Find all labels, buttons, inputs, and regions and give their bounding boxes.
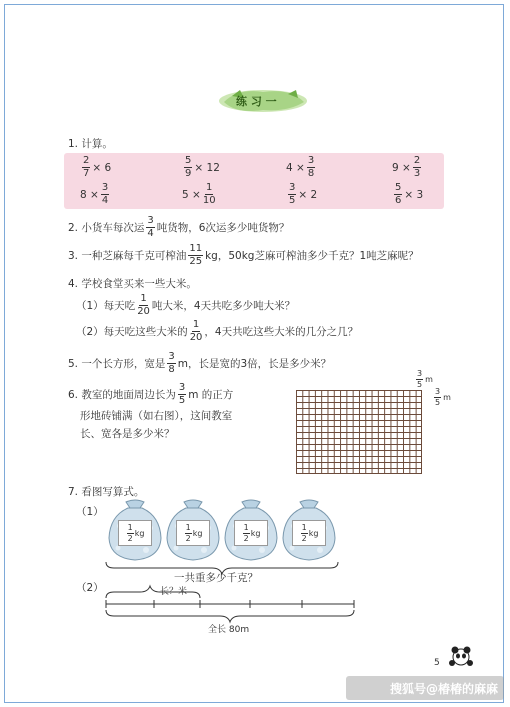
grid-top-label: $\frac{3}{5}$ m bbox=[417, 369, 433, 389]
q6-line2: 形地砖铺满（如右图），这间教室 bbox=[80, 410, 233, 422]
q4-label: 4. 学校食堂买来一些大米。 bbox=[68, 278, 197, 290]
q7-part2-label: （2） bbox=[76, 582, 104, 594]
bag-weight-label: $\frac{1}{2}$ kg bbox=[234, 520, 268, 546]
rice-bag bbox=[164, 498, 222, 562]
panda-icon bbox=[448, 644, 474, 668]
segment-length-label: 长？米 bbox=[160, 587, 188, 597]
rice-bag bbox=[106, 498, 164, 562]
calc-item: $\frac{5}{9}$ × 12 bbox=[185, 155, 220, 179]
exercise-title: 练 习 一 bbox=[236, 95, 277, 108]
q6-line3: 长、宽各是多少米？ bbox=[80, 428, 175, 440]
q2-text: 2. 小货车每次运 $\frac{3}{4}$ 吨货物，6次运多少吨货物？ bbox=[68, 215, 290, 239]
floor-tile-grid bbox=[296, 390, 422, 474]
q4-part2: （2）每天吃这些大米的 $\frac{1}{20}$ ，4天共吃这些大米的几分之几？ bbox=[76, 319, 359, 343]
segment-diagram bbox=[100, 584, 360, 624]
calc-item: 9 × $\frac{2}{3}$ bbox=[392, 155, 421, 179]
rice-bag bbox=[222, 498, 280, 562]
q7-label: 7. 看图写算式。 bbox=[68, 486, 145, 498]
q4-part1: （1）每天吃 $\frac{1}{20}$ 吨大米，4天共吃多少吨大米？ bbox=[76, 293, 296, 317]
bag-weight-label: $\frac{1}{2}$ kg bbox=[292, 520, 326, 546]
total-length-label: 全长 80m bbox=[208, 625, 250, 635]
calc-item: 8 × $\frac{3}{4}$ bbox=[80, 182, 109, 206]
calc-item: $\frac{5}{6}$ × 3 bbox=[395, 182, 424, 206]
rice-bag bbox=[280, 498, 338, 562]
calc-item: 4 × $\frac{3}{8}$ bbox=[286, 155, 315, 179]
calc-item: 5 × $\frac{1}{10}$ bbox=[182, 182, 216, 206]
bag-weight-label: $\frac{1}{2}$ kg bbox=[176, 520, 210, 546]
q7-part1-label: （1） bbox=[76, 506, 104, 518]
calc-item: $\frac{2}{7}$ × 6 bbox=[83, 155, 112, 179]
bag-weight-label: $\frac{1}{2}$ kg bbox=[118, 520, 152, 546]
bags-caption: 一共重多少千克？ bbox=[174, 572, 258, 584]
calc-box bbox=[64, 153, 444, 209]
watermark-text: 搜狐号@椿椿的麻麻 bbox=[389, 682, 498, 696]
q1-label: 1. 计算。 bbox=[68, 138, 113, 150]
grid-side-label: $\frac{3}{5}$ m bbox=[435, 387, 451, 407]
calc-item: $\frac{3}{5}$ × 2 bbox=[289, 182, 318, 206]
q5-text: 5. 一个长方形，宽是 $\frac{3}{8}$ m，长是宽的3倍，长是多少米？ bbox=[68, 351, 332, 375]
q3-text: 3. 一种芝麻每千克可榨油 $\frac{11}{25}$ kg，50kg芝麻可榨油多少千克？1吨芝麻呢？ bbox=[68, 243, 419, 267]
page-number: 5 bbox=[434, 658, 440, 668]
q6-line1: 6. 教室的地面周边长为 $\frac{3}{5}$ m 的正方 bbox=[68, 382, 234, 406]
